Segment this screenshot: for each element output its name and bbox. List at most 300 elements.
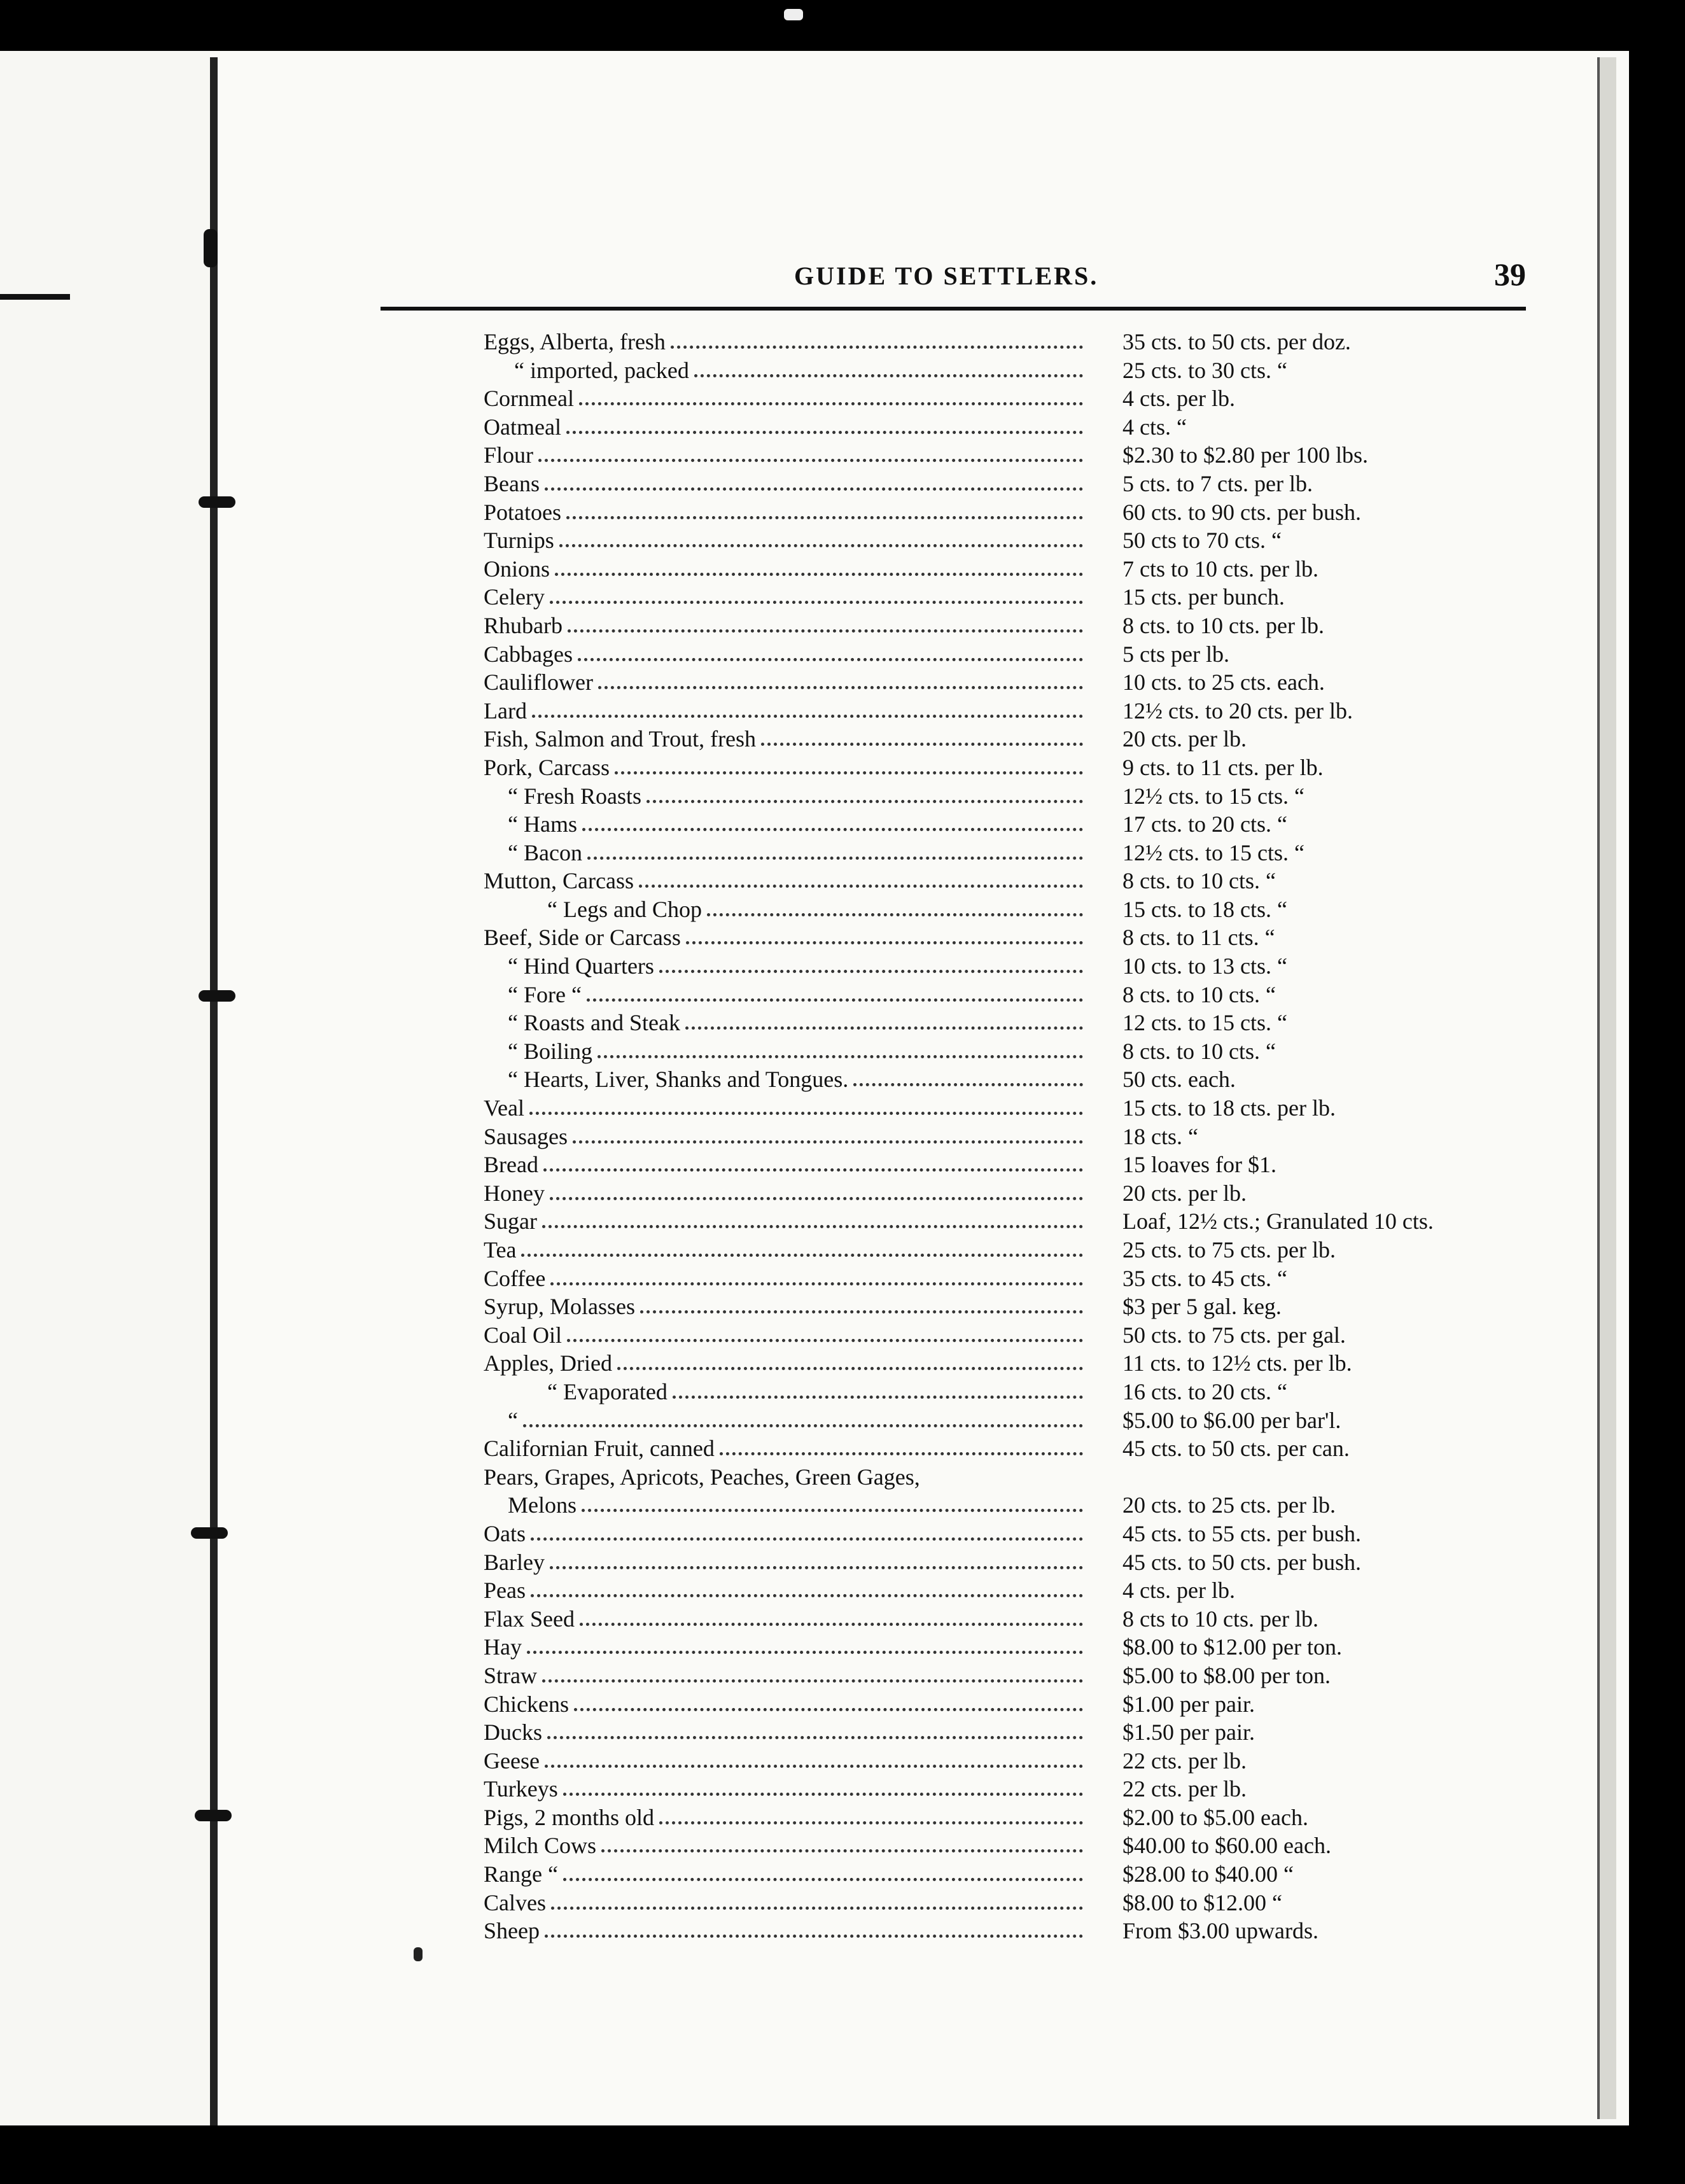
item-label <box>484 1095 1088 1121</box>
item-price: 15 loaves for $1. <box>1122 1152 1276 1178</box>
dot-leader <box>686 924 1083 944</box>
item-name: Range “ <box>484 1861 558 1887</box>
dot-leader <box>563 1861 1083 1881</box>
item-name: Cauliflower <box>484 669 593 696</box>
item-price: 12½ cts. to 15 cts. “ <box>1122 783 1304 809</box>
item-name: Celery <box>484 584 545 610</box>
item-label <box>484 1378 1088 1405</box>
binding-stitch <box>191 1527 228 1539</box>
item-label <box>484 896 1088 923</box>
header-rule <box>381 307 1526 311</box>
price-row <box>484 669 1527 697</box>
price-row <box>484 783 1527 811</box>
dot-leader <box>550 584 1083 604</box>
dot-leader <box>566 414 1083 434</box>
price-row <box>484 1634 1527 1662</box>
price-list <box>484 328 1527 1946</box>
dot-leader <box>587 839 1083 860</box>
price-row <box>484 1350 1527 1378</box>
item-price: 15 cts. per bunch. <box>1122 584 1285 610</box>
price-row <box>484 1435 1527 1464</box>
dot-leader <box>574 1691 1083 1711</box>
item-name: Ducks <box>484 1719 542 1746</box>
price-row <box>484 1917 1527 1946</box>
item-price: 8 cts. to 10 cts. “ <box>1122 868 1276 894</box>
price-row <box>484 1719 1527 1747</box>
item-name: Cabbages <box>484 641 573 667</box>
item-price: 8 cts. to 10 cts. “ <box>1122 981 1276 1007</box>
price-row <box>484 328 1527 357</box>
item-label <box>484 1066 1088 1093</box>
item-price: 22 cts. per lb. <box>1122 1776 1247 1802</box>
item-label <box>484 1719 1088 1746</box>
price-row <box>484 357 1527 386</box>
item-price: 5 cts. to 7 cts. per lb. <box>1122 470 1313 496</box>
item-price: $8.00 to $12.00 “ <box>1122 1889 1282 1915</box>
price-row <box>484 1208 1527 1236</box>
item-label <box>484 1832 1088 1859</box>
item-label <box>484 1917 1088 1944</box>
item-price: 16 cts. to 20 cts. “ <box>1122 1378 1287 1404</box>
item-name: Onions <box>484 556 550 582</box>
dot-leader <box>542 1208 1083 1228</box>
item-price: 9 cts. to 11 cts. per lb. <box>1122 754 1324 780</box>
item-price: From $3.00 upwards. <box>1122 1918 1318 1944</box>
dot-leader <box>550 1180 1083 1200</box>
price-row <box>484 1378 1527 1407</box>
item-label <box>484 1464 1088 1490</box>
price-row <box>484 839 1527 868</box>
item-label <box>484 1322 1088 1348</box>
item-price: 25 cts. to 75 cts. per lb. <box>1122 1237 1336 1263</box>
item-name: Sheep <box>484 1918 540 1944</box>
item-price: 8 cts to 10 cts. per lb. <box>1122 1606 1318 1632</box>
dot-leader <box>615 754 1083 774</box>
dot-leader <box>547 1719 1083 1739</box>
binding-stitch <box>204 229 218 267</box>
item-label <box>484 839 1088 866</box>
item-name: Potatoes <box>484 499 561 525</box>
item-name: Straw <box>484 1662 537 1688</box>
item-price: 8 cts. to 10 cts. “ <box>1122 1038 1276 1064</box>
item-label <box>484 1435 1088 1462</box>
price-row <box>484 1606 1527 1634</box>
item-price: $28.00 to $40.00 “ <box>1122 1861 1294 1887</box>
item-price: 22 cts. per lb. <box>1122 1747 1247 1774</box>
dot-leader <box>550 1265 1083 1285</box>
item-price: 20 cts. per lb. <box>1122 1180 1247 1206</box>
item-label <box>484 556 1088 582</box>
item-price: 4 cts. per lb. <box>1122 1578 1235 1604</box>
item-label <box>484 527 1088 554</box>
dot-leader <box>532 697 1083 718</box>
page-header <box>381 256 1526 300</box>
price-row <box>484 1265 1527 1294</box>
item-price: 45 cts. to 50 cts. per bush. <box>1122 1549 1361 1575</box>
item-price: 17 cts. to 20 cts. “ <box>1122 811 1287 837</box>
item-label <box>484 1123 1088 1150</box>
item-price: $2.30 to $2.80 per 100 lbs. <box>1122 442 1368 468</box>
item-price: 50 cts to 70 cts. “ <box>1122 528 1282 554</box>
item-price: 20 cts. to 25 cts. per lb. <box>1122 1492 1336 1518</box>
item-label <box>484 499 1088 526</box>
dot-leader <box>580 1606 1083 1626</box>
price-row <box>484 1577 1527 1606</box>
dot-leader <box>542 1662 1083 1683</box>
item-label <box>484 981 1088 1008</box>
price-row <box>484 1180 1527 1208</box>
price-row <box>484 1066 1527 1095</box>
price-row <box>484 1691 1527 1719</box>
item-price: 50 cts. to 75 cts. per gal. <box>1122 1322 1346 1348</box>
item-name: Lard <box>484 697 527 724</box>
running-title: GUIDE TO SETTLERS. <box>794 262 1099 290</box>
item-label <box>484 1492 1088 1518</box>
price-row <box>484 556 1527 584</box>
scan-border-top <box>0 0 1685 51</box>
price-row <box>484 1662 1527 1691</box>
item-price: $5.00 to $8.00 per ton. <box>1122 1662 1331 1688</box>
binding-stitch <box>199 990 235 1002</box>
price-row <box>484 584 1527 612</box>
item-label <box>484 641 1088 668</box>
item-label <box>484 783 1088 809</box>
dot-leader <box>925 1464 1083 1484</box>
dot-leader <box>545 470 1083 491</box>
item-name: Peas <box>484 1578 526 1604</box>
dot-leader <box>582 1492 1083 1512</box>
item-price: 7 cts to 10 cts. per lb. <box>1122 556 1318 582</box>
item-label <box>484 1350 1088 1376</box>
item-label <box>484 1804 1088 1831</box>
dot-leader <box>598 1038 1083 1058</box>
item-name: Turkeys <box>484 1776 558 1802</box>
item-label <box>484 1009 1088 1036</box>
price-row <box>484 1464 1527 1492</box>
price-row <box>484 641 1527 669</box>
dot-leader <box>567 1322 1083 1342</box>
item-label <box>484 1889 1088 1916</box>
item-name: Beef, Side or Carcass <box>484 925 681 951</box>
price-row <box>484 414 1527 442</box>
item-label <box>484 414 1088 440</box>
item-price: 45 cts. to 50 cts. per can. <box>1122 1436 1350 1462</box>
dot-leader <box>578 641 1083 661</box>
dot-leader <box>673 1378 1083 1399</box>
item-label <box>484 1691 1088 1718</box>
dot-leader <box>545 1917 1083 1938</box>
dot-leader <box>685 1009 1083 1030</box>
item-price: 20 cts. per lb. <box>1122 726 1247 752</box>
item-label <box>484 1236 1088 1263</box>
item-name: “ Boiling <box>508 1038 592 1064</box>
item-label <box>484 1038 1088 1065</box>
item-price: 10 cts. to 13 cts. “ <box>1122 953 1287 979</box>
dot-leader <box>555 556 1083 576</box>
dot-leader <box>707 896 1083 916</box>
item-price: $3 per 5 gal. keg. <box>1122 1294 1282 1320</box>
dot-leader <box>617 1350 1083 1370</box>
price-row <box>484 385 1527 414</box>
dot-leader <box>523 1407 1083 1427</box>
item-price: 50 cts. each. <box>1122 1067 1236 1093</box>
item-label <box>484 953 1088 979</box>
dot-leader <box>543 1151 1083 1172</box>
item-price: 35 cts. to 45 cts. “ <box>1122 1265 1287 1291</box>
dot-leader <box>659 1804 1083 1824</box>
item-name: Sugar <box>484 1208 537 1235</box>
dot-leader <box>853 1066 1083 1086</box>
item-label <box>484 669 1088 696</box>
dot-leader <box>579 385 1083 405</box>
item-name: “ Roasts and Steak <box>508 1010 680 1036</box>
price-row <box>484 470 1527 499</box>
item-price: 4 cts. per lb. <box>1122 386 1235 412</box>
dot-leader <box>573 1123 1083 1144</box>
item-price: 18 cts. “ <box>1122 1123 1198 1149</box>
price-row <box>484 953 1527 981</box>
item-price: Loaf, 12½ cts.; Granulated 10 cts. <box>1122 1208 1434 1235</box>
item-label <box>484 697 1088 724</box>
item-price: 5 cts per lb. <box>1122 641 1229 667</box>
dot-leader <box>531 1520 1083 1541</box>
page-edge <box>1597 57 1616 2119</box>
item-label <box>484 1180 1088 1207</box>
price-row <box>484 1520 1527 1549</box>
dot-leader <box>639 867 1083 888</box>
price-row <box>484 811 1527 839</box>
item-label <box>484 811 1088 837</box>
item-name: Pork, Carcass <box>484 754 610 780</box>
item-name: Geese <box>484 1747 540 1774</box>
item-name: Honey <box>484 1180 545 1206</box>
item-label <box>484 584 1088 610</box>
price-row <box>484 612 1527 641</box>
item-price: 12 cts. to 15 cts. “ <box>1122 1010 1287 1036</box>
item-price: 8 cts. to 11 cts. “ <box>1122 925 1275 951</box>
dot-leader <box>601 1832 1083 1852</box>
item-name: Mutton, Carcass <box>484 868 634 894</box>
binding-stitch <box>195 1810 232 1821</box>
price-row <box>484 867 1527 896</box>
item-name: “ Legs and Chop <box>547 896 702 922</box>
price-row <box>484 725 1527 754</box>
scan-border-bottom <box>0 2125 1685 2184</box>
dot-leader <box>563 1775 1083 1796</box>
price-row <box>484 1889 1527 1918</box>
dot-leader <box>550 1549 1083 1569</box>
price-row <box>484 1123 1527 1152</box>
price-row <box>484 1236 1527 1265</box>
item-price: 11 cts. to 12½ cts. per lb. <box>1122 1350 1352 1376</box>
dot-leader <box>538 442 1083 462</box>
item-label <box>484 924 1088 951</box>
dot-leader <box>545 1747 1083 1768</box>
dot-leader <box>566 499 1083 519</box>
dot-leader <box>640 1293 1083 1313</box>
item-label <box>484 1208 1088 1235</box>
dot-leader <box>671 328 1083 349</box>
item-label <box>484 1577 1088 1604</box>
item-label <box>484 1293 1088 1320</box>
dot-leader <box>568 612 1083 633</box>
item-name: Veal <box>484 1095 524 1121</box>
page-number: 39 <box>1494 256 1526 292</box>
price-row <box>484 754 1527 783</box>
item-price: 12½ cts. to 20 cts. per lb. <box>1122 697 1353 724</box>
item-name: Cornmeal <box>484 386 574 412</box>
item-name: Hay <box>484 1634 522 1660</box>
dot-leader <box>761 725 1083 746</box>
item-name: Beans <box>484 470 540 496</box>
item-name: Eggs, Alberta, fresh <box>484 329 666 354</box>
dot-leader <box>659 953 1083 973</box>
item-name: Oats <box>484 1520 526 1546</box>
item-label <box>484 1520 1088 1547</box>
price-row <box>484 1804 1527 1833</box>
dot-leader <box>647 783 1083 803</box>
item-price: 45 cts. to 55 cts. per bush. <box>1122 1520 1361 1546</box>
scan-speck <box>414 1947 423 1961</box>
item-name: Rhubarb <box>484 612 563 638</box>
price-row <box>484 1861 1527 1889</box>
item-name: “ Hams <box>508 811 577 837</box>
item-price: $8.00 to $12.00 per ton. <box>1122 1634 1342 1660</box>
price-row <box>484 1322 1527 1350</box>
item-name: “ Fresh Roasts <box>508 783 641 809</box>
dot-leader <box>694 357 1083 377</box>
price-row <box>484 1747 1527 1776</box>
item-name: Fish, Salmon and Trout, fresh <box>484 726 757 752</box>
price-row <box>484 896 1527 925</box>
facing-page-rule <box>0 294 70 300</box>
price-row <box>484 1095 1527 1123</box>
item-price: $40.00 to $60.00 each. <box>1122 1833 1331 1859</box>
item-label <box>484 754 1088 781</box>
dot-leader <box>531 1577 1083 1597</box>
item-label <box>484 725 1088 752</box>
facing-page-edge <box>0 51 210 2125</box>
item-label <box>484 1606 1088 1632</box>
price-row <box>484 442 1527 470</box>
item-name: Turnips <box>484 528 554 554</box>
item-name: Syrup, Molasses <box>484 1294 636 1320</box>
item-name: Coal Oil <box>484 1322 562 1348</box>
item-label <box>484 1775 1088 1802</box>
price-row <box>484 1492 1527 1520</box>
item-price: 25 cts. to 30 cts. “ <box>1122 357 1287 383</box>
dot-leader <box>559 527 1083 547</box>
price-row <box>484 1038 1527 1067</box>
price-row <box>484 527 1527 556</box>
item-label <box>484 328 1088 355</box>
item-label <box>484 1747 1088 1774</box>
item-label <box>484 1407 1088 1434</box>
item-label <box>484 385 1088 412</box>
item-label <box>484 867 1088 894</box>
item-price: 10 cts. to 25 cts. each. <box>1122 669 1325 696</box>
item-name: Sausages <box>484 1123 568 1149</box>
item-name: Chickens <box>484 1691 569 1717</box>
dot-leader <box>521 1236 1083 1257</box>
item-name: Bread <box>484 1152 538 1178</box>
item-price: 15 cts. to 18 cts. per lb. <box>1122 1095 1336 1121</box>
dot-leader <box>720 1435 1083 1455</box>
item-price: 35 cts. to 50 cts. per doz. <box>1122 329 1351 354</box>
item-price: $1.00 per pair. <box>1122 1691 1255 1717</box>
item-name: “ <box>508 1407 518 1433</box>
item-name: Milch Cows <box>484 1833 597 1859</box>
item-name: Coffee <box>484 1265 546 1291</box>
price-row <box>484 981 1527 1010</box>
item-name: Barley <box>484 1549 545 1575</box>
item-name: “ Bacon <box>508 839 582 865</box>
item-name: Flour <box>484 442 534 468</box>
price-row <box>484 1151 1527 1180</box>
item-name: Pigs, 2 months old <box>484 1804 655 1830</box>
item-name: Californian Fruit, canned <box>484 1436 715 1462</box>
item-price: 12½ cts. to 15 cts. “ <box>1122 839 1304 865</box>
item-label <box>484 1634 1088 1660</box>
item-name: “ Evaporated <box>547 1378 668 1404</box>
item-name: Apples, Dried <box>484 1350 612 1376</box>
item-price: 15 cts. to 18 cts. “ <box>1122 896 1287 922</box>
item-label <box>484 1662 1088 1689</box>
price-row <box>484 1407 1527 1436</box>
item-name: Melons <box>508 1492 577 1518</box>
item-name: Calves <box>484 1889 546 1915</box>
item-name: “ Hind Quarters <box>508 953 654 979</box>
item-name: Oatmeal <box>484 414 561 440</box>
item-label <box>484 442 1088 468</box>
item-name: “ Fore “ <box>508 981 582 1007</box>
item-price: $1.50 per pair. <box>1122 1719 1255 1746</box>
price-row <box>484 1549 1527 1578</box>
dot-leader <box>527 1634 1083 1654</box>
dot-leader <box>598 669 1083 689</box>
item-price: 60 cts. to 90 cts. per bush. <box>1122 499 1361 525</box>
item-label <box>484 1265 1088 1292</box>
item-price: $2.00 to $5.00 each. <box>1122 1804 1308 1830</box>
price-row <box>484 499 1527 528</box>
item-label <box>484 1549 1088 1576</box>
item-label <box>484 1151 1088 1178</box>
item-label <box>484 357 1088 384</box>
price-row <box>484 1293 1527 1322</box>
dot-leader <box>587 981 1083 1002</box>
item-label <box>484 1861 1088 1887</box>
item-name: Flax Seed <box>484 1606 575 1632</box>
dot-leader <box>529 1095 1083 1115</box>
price-row <box>484 924 1527 953</box>
item-price: 4 cts. “ <box>1122 414 1187 440</box>
item-price: 8 cts. to 10 cts. per lb. <box>1122 612 1324 638</box>
item-label <box>484 612 1088 639</box>
dot-leader <box>582 811 1083 831</box>
price-row <box>484 1009 1527 1038</box>
item-name: “ Hearts, Liver, Shanks and Tongues. <box>508 1067 849 1093</box>
price-row <box>484 1832 1527 1861</box>
item-name: “ imported, packed <box>514 357 689 383</box>
item-price: $5.00 to $6.00 per bar'l. <box>1122 1407 1341 1433</box>
item-label <box>484 470 1088 497</box>
dot-leader <box>551 1889 1083 1910</box>
binding-stitch <box>199 496 235 508</box>
item-name: Tea <box>484 1237 517 1263</box>
scan-speck <box>784 9 803 20</box>
price-row <box>484 1775 1527 1804</box>
price-row <box>484 697 1527 726</box>
